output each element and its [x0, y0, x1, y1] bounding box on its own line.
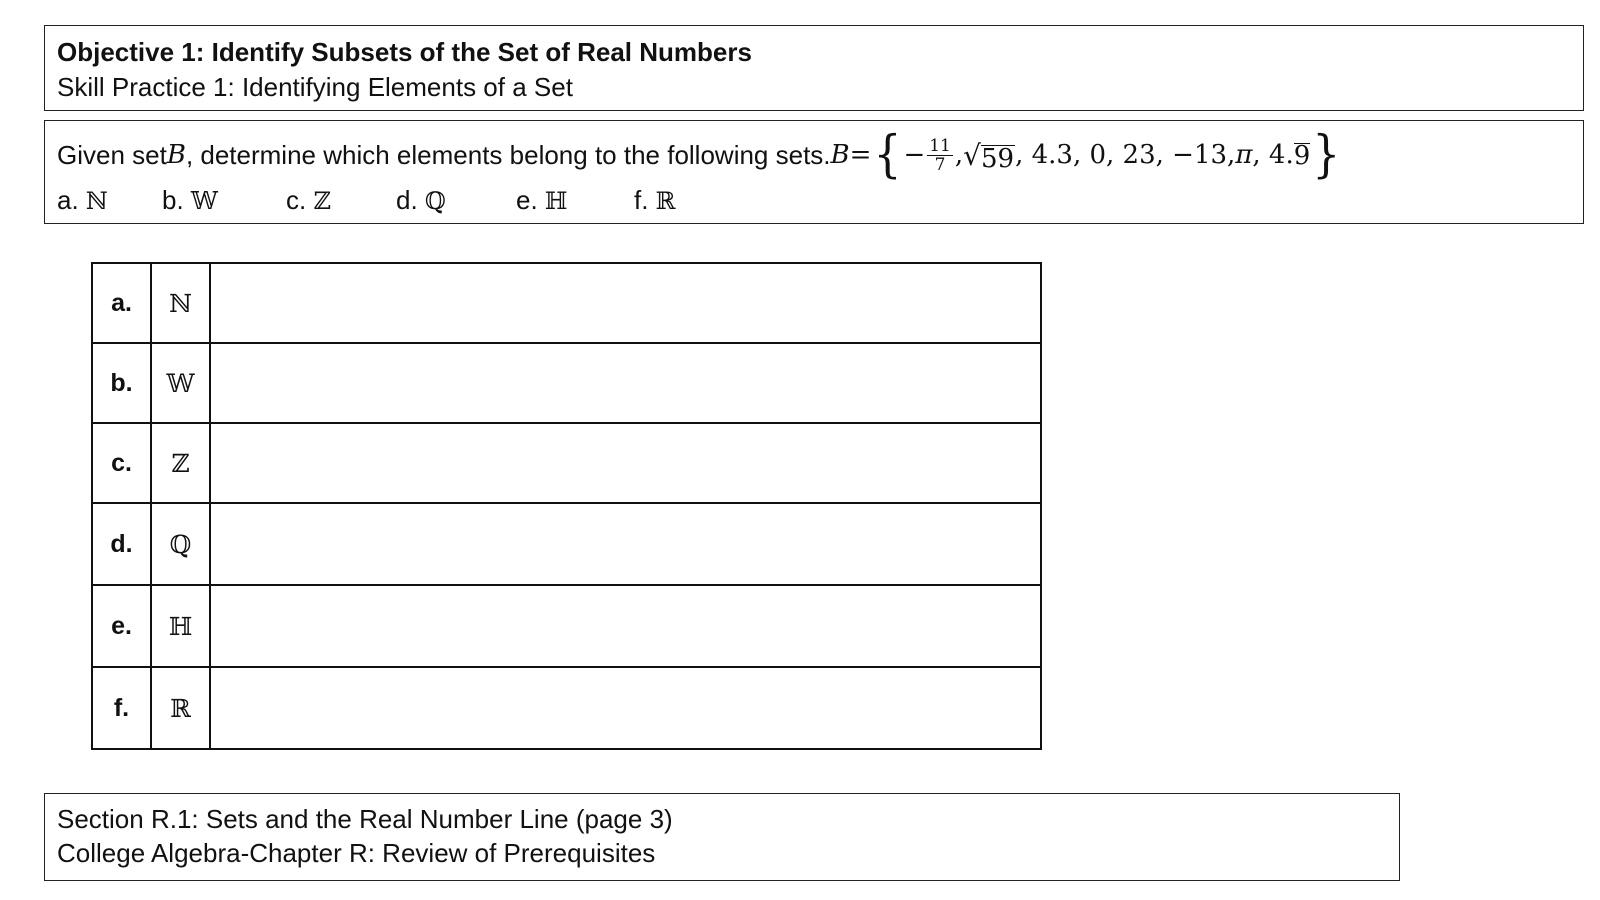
objective-header [44, 25, 1584, 111]
option-f: f. ℝ [634, 184, 676, 215]
problem-statement [44, 120, 1584, 224]
section-title: Section R.1: Sets and the Real Number Line (page 3) [57, 804, 673, 834]
set-definition [830, 125, 1343, 184]
option-c: c. ℤ [286, 184, 331, 215]
table-row [92, 423, 1041, 503]
set-options [57, 183, 676, 217]
option-b: b. 𝕎 [162, 184, 218, 215]
square-root [963, 139, 1015, 172]
minus-sign: − [903, 140, 926, 170]
prompt-end: , determine which elements belong to the following sets. [185, 139, 831, 170]
table-row [92, 343, 1041, 423]
problem-prompt [57, 125, 1342, 184]
equals-sign: = [849, 140, 872, 170]
row-letter: e. [92, 585, 151, 667]
set-name: B [830, 140, 850, 170]
option-e: e. ℍ [516, 184, 568, 215]
row-set-symbol: ℝ [151, 667, 210, 749]
radicand: 59 [980, 143, 1015, 174]
set-elements: , 4.3, 0, 23, −13, [1015, 140, 1236, 170]
row-set-symbol: ℤ [151, 423, 210, 503]
answer-cell[interactable] [210, 585, 1041, 667]
answer-table [91, 262, 1042, 750]
answer-cell[interactable] [210, 503, 1041, 585]
answer-cell[interactable] [210, 263, 1041, 343]
pi-symbol: π [1235, 140, 1253, 170]
left-brace: { [873, 125, 902, 184]
row-letter: c. [92, 423, 151, 503]
repeating-prefix: , 4. [1252, 140, 1294, 170]
set-variable: B [166, 140, 186, 170]
table-row [92, 503, 1041, 585]
right-brace: } [1312, 125, 1341, 184]
table-row [92, 585, 1041, 667]
answer-cell[interactable] [210, 667, 1041, 749]
chapter-title: College Algebra-Chapter R: Review of Prerequisites [57, 838, 656, 868]
fraction-denominator: 7 [934, 154, 946, 175]
row-letter: f. [92, 667, 151, 749]
answer-cell[interactable] [210, 343, 1041, 423]
objective-title: Objective 1: Identify Subsets of the Set of Real Numbers [57, 37, 752, 67]
skill-practice-title: Skill Practice 1: Identifying Elements of a Set [57, 72, 573, 102]
radical-sign: √ [963, 138, 981, 172]
row-set-symbol: 𝕎 [151, 343, 210, 423]
table-row [92, 667, 1041, 749]
row-set-symbol: ℍ [151, 585, 210, 667]
row-letter: a. [92, 263, 151, 343]
repeating-digit: 9 [1293, 140, 1311, 171]
row-letter: d. [92, 503, 151, 585]
answer-cell[interactable] [210, 423, 1041, 503]
fraction [927, 137, 953, 174]
row-set-symbol: ℚ [151, 503, 210, 585]
comma: , [954, 140, 964, 170]
row-set-symbol: ℕ [151, 263, 210, 343]
fraction-numerator: 11 [929, 135, 951, 156]
table-row [92, 263, 1041, 343]
page-footer [44, 793, 1400, 881]
row-letter: b. [92, 343, 151, 423]
prompt-start: Given set [57, 139, 167, 170]
option-a: a. ℕ [57, 184, 108, 215]
option-d: d. ℚ [396, 184, 446, 215]
